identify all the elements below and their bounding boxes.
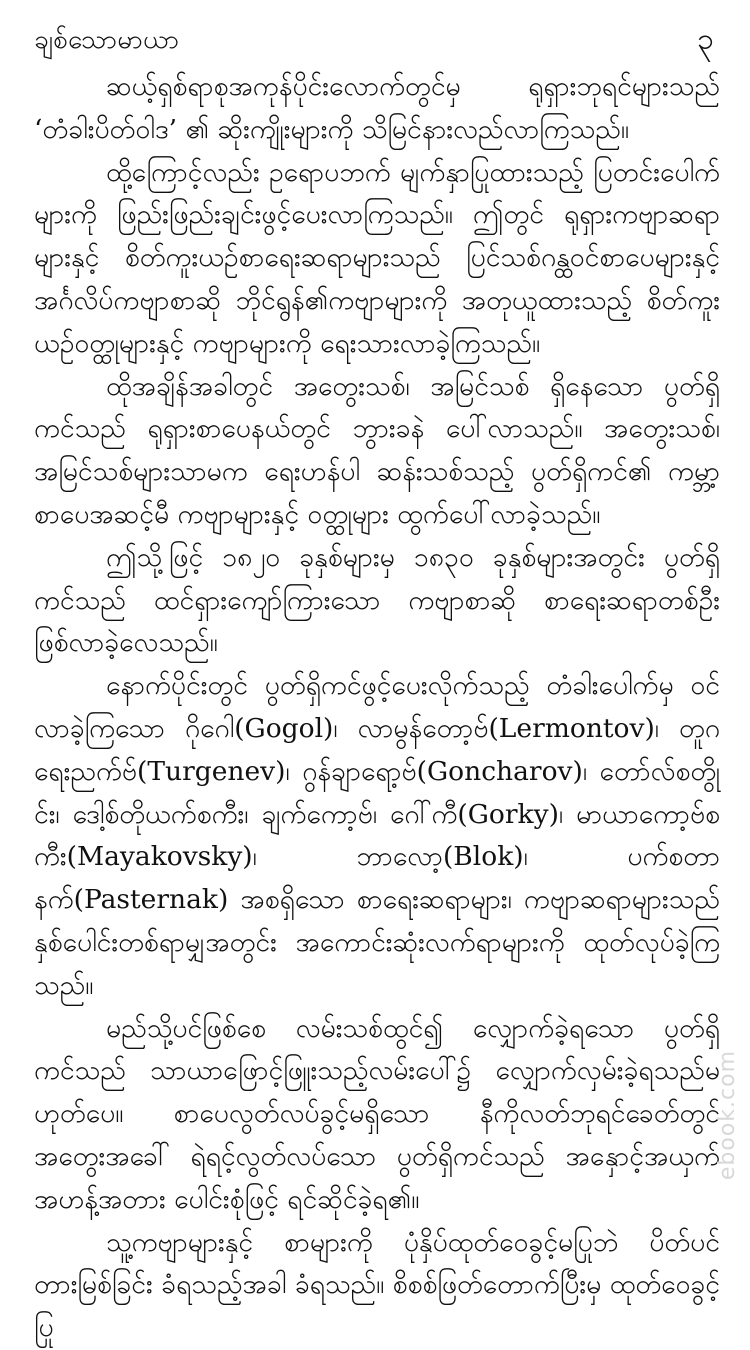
paragraph: ထိုအချိန်အခါတွင် အတွေးသစ်၊ အမြင်သစ် ရှိနေသော ပွတ်ရှိကင်သည် ရုရှားစာပေနယ်တွင် ဘွားခနဲ ပေါ်လာသည်။ အတွေးသစ်၊ အမြင်သစ်များသာမက ရေးဟန်ပါ ဆန်းသစ်သည့် ပွတ်ရှိကင်၏ ကမ္ဘာ့စာပေအဆင့်မီ ကဗျာများနှင့် ဝတ္ထုများ ထွက်ပေါ်လာခဲ့သည်။ xyxy=(34,370,720,530)
paragraph: နောက်ပိုင်းတွင် ပွတ်ရှိကင်ဖွင့်ပေးလိုက်သည့် တံခါးပေါက်မှ ဝင်လာခဲ့ကြသော ဂိုဂေါ(Gogol)၊ လာမွန်တော့ဗ်(Lermontov)၊ တူဂရေးညက်ဗ်(Turgenev)၊ ဂွန်ချာရော့ဗ်(Goncharov)၊ တော်လ်စတွိုင်း၊ ဒေါ့စ်တိုယက်စကီး၊ ချက်ကော့ဗ်၊ ဂေါ်ကီ(Gorky)၊ မာယာကော့ဗ်စကီး(Mayakovsky)၊ ဘာလော့(Blok)၊ ပက်စတာနက်(Pasternak) အစရှိသော စာရေးဆရာများ၊ ကဗျာဆရာများသည် နှစ်ပေါင်းတစ်ရာမျှအတွင်း အကောင်းဆုံးလက်ရာများကို ထုတ်လုပ်ခဲ့ကြသည်။ xyxy=(34,670,720,1001)
paragraph: မည်သို့ပင်ဖြစ်စေ လမ်းသစ်ထွင်၍ လျှောက်ခဲ့ရသော ပွတ်ရှိကင်သည် သာယာဖြောင့်ဖြူးသည့်လမ်းပေါ်၌ လျှောက်လှမ်းခဲ့ရသည်မဟုတ်ပေ။ စာပေလွတ်လပ်ခွင့်မရှိသော နီကိုလတ်ဘုရင်ခေတ်တွင် အတွေးအခေါ် ရဲရင့်လွတ်လပ်သော ပွတ်ရှိကင်သည် အနှောင့်အယှက် အဟန့်အတား ပေါင်းစုံဖြင့် ရင်ဆိုင်ခဲ့ရ၏။ xyxy=(34,1012,720,1215)
paragraph: ထို့ကြောင့်လည်း ဥရောပဘက် မျက်နှာပြုထားသည့် ပြတင်းပေါက်များကို ဖြည်းဖြည်းချင်းဖွင့်ပေးလာကြသည်။ ဤတွင် ရုရှားကဗျာဆရာများနှင့် စိတ်ကူးယဉ်စာရေးဆရာများသည် ပြင်သစ်ဂန္ထဝင်စာပေများနှင့် အင်္ဂလိပ်ကဗျာစာဆို ဘိုင်ရွန်၏ကဗျာများကို အတုယူထားသည့် စိတ်ကူးယဉ်ဝတ္ထုများနှင့် ကဗျာများကို ရေးသားလာခဲ့ကြသည်။ xyxy=(34,156,720,359)
paragraph: ဤသို့ဖြင့် ၁၈၂၀ ခုနှစ်များမှ ၁၈၃၀ ခုနှစ်များအတွင်း ပွတ်ရှိကင်သည် ထင်ရှားကျော်ကြားသော ကဗျာစာဆို စာရေးဆရာတစ်ဦးဖြစ်လာခဲ့လေသည်။ xyxy=(34,541,720,659)
watermark: ebook.com xyxy=(715,1050,740,1181)
paragraph: သူ့ကဗျာများနှင့် စာများကို ပုံနှိပ်ထုတ်ဝေခွင့်မပြုဘဲ ပိတ်ပင်တားမြစ်ခြင်း ခံရသည့်အခါ ခံရသည်။ စိစစ်ဖြတ်တောက်ပြီးမှ ထုတ်ဝေခွင့်ပြု xyxy=(34,1226,720,1344)
body-text xyxy=(34,66,720,1350)
paragraph: ဆယ့်ရှစ်ရာစုအကုန်ပိုင်းလောက်တွင်မှ ရုရှားဘုရင်များသည် ‘တံခါးပိတ်ဝါဒ’ ၏ ဆိုးကျိုးများကို သိမြင်နားလည်လာကြသည်။ xyxy=(34,71,720,145)
running-header xyxy=(34,16,720,56)
running-title: ချစ်သောမာယာ xyxy=(34,25,180,55)
page-number: ၃ xyxy=(697,22,714,57)
